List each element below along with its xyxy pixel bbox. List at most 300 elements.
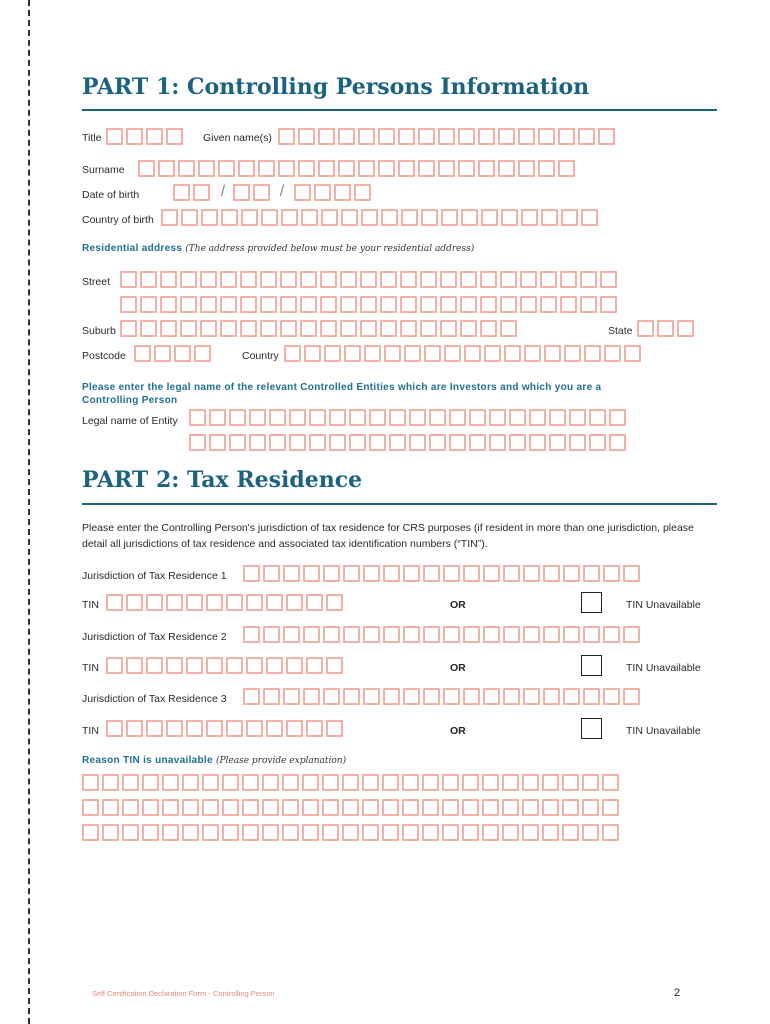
char-box[interactable] xyxy=(140,296,157,313)
char-box[interactable] xyxy=(289,434,306,451)
char-box[interactable] xyxy=(262,799,279,816)
char-box[interactable] xyxy=(180,271,197,288)
char-box[interactable] xyxy=(284,345,301,362)
char-box[interactable] xyxy=(382,824,399,841)
char-box[interactable] xyxy=(480,320,497,337)
char-box[interactable] xyxy=(282,799,299,816)
char-box[interactable] xyxy=(529,434,546,451)
char-box[interactable] xyxy=(246,594,263,611)
char-box[interactable] xyxy=(246,657,263,674)
char-box[interactable] xyxy=(382,799,399,816)
char-box[interactable] xyxy=(520,271,537,288)
title-input[interactable] xyxy=(106,128,183,145)
char-box[interactable] xyxy=(262,774,279,791)
char-box[interactable] xyxy=(523,565,540,582)
char-box[interactable] xyxy=(146,594,163,611)
char-box[interactable] xyxy=(182,774,199,791)
char-box[interactable] xyxy=(142,774,159,791)
char-box[interactable] xyxy=(283,688,300,705)
tin-1-unavailable-checkbox[interactable] xyxy=(581,592,602,613)
char-box[interactable] xyxy=(589,409,606,426)
char-box[interactable] xyxy=(483,688,500,705)
char-box[interactable] xyxy=(229,434,246,451)
char-box[interactable] xyxy=(522,824,539,841)
char-box[interactable] xyxy=(142,799,159,816)
char-box[interactable] xyxy=(502,774,519,791)
char-box[interactable] xyxy=(362,799,379,816)
char-box[interactable] xyxy=(463,626,480,643)
char-box[interactable] xyxy=(334,184,351,201)
street-input-line2[interactable] xyxy=(120,296,617,313)
char-box[interactable] xyxy=(442,799,459,816)
char-box[interactable] xyxy=(294,184,311,201)
char-box[interactable] xyxy=(338,160,355,177)
char-box[interactable] xyxy=(218,160,235,177)
char-box[interactable] xyxy=(364,345,381,362)
char-box[interactable] xyxy=(402,799,419,816)
char-box[interactable] xyxy=(160,320,177,337)
char-box[interactable] xyxy=(418,128,435,145)
char-box[interactable] xyxy=(263,688,280,705)
char-box[interactable] xyxy=(438,128,455,145)
char-box[interactable] xyxy=(281,209,298,226)
char-box[interactable] xyxy=(193,184,210,201)
char-box[interactable] xyxy=(226,657,243,674)
char-box[interactable] xyxy=(604,345,621,362)
char-box[interactable] xyxy=(162,824,179,841)
char-box[interactable] xyxy=(340,271,357,288)
char-box[interactable] xyxy=(138,160,155,177)
char-box[interactable] xyxy=(120,271,137,288)
char-box[interactable] xyxy=(480,296,497,313)
char-box[interactable] xyxy=(400,271,417,288)
char-box[interactable] xyxy=(563,626,580,643)
char-box[interactable] xyxy=(322,799,339,816)
char-box[interactable] xyxy=(349,409,366,426)
char-box[interactable] xyxy=(380,296,397,313)
char-box[interactable] xyxy=(440,296,457,313)
char-box[interactable] xyxy=(677,320,694,337)
char-box[interactable] xyxy=(623,565,640,582)
char-box[interactable] xyxy=(561,209,578,226)
char-box[interactable] xyxy=(584,345,601,362)
char-box[interactable] xyxy=(363,626,380,643)
char-box[interactable] xyxy=(509,434,526,451)
char-box[interactable] xyxy=(309,434,326,451)
char-box[interactable] xyxy=(562,774,579,791)
char-box[interactable] xyxy=(582,774,599,791)
char-box[interactable] xyxy=(500,271,517,288)
char-box[interactable] xyxy=(498,128,515,145)
char-box[interactable] xyxy=(489,409,506,426)
char-box[interactable] xyxy=(421,209,438,226)
char-box[interactable] xyxy=(174,345,191,362)
char-box[interactable] xyxy=(206,657,223,674)
char-box[interactable] xyxy=(318,160,335,177)
char-box[interactable] xyxy=(303,688,320,705)
surname-input[interactable] xyxy=(138,160,575,177)
char-box[interactable] xyxy=(263,626,280,643)
char-box[interactable] xyxy=(340,296,357,313)
char-box[interactable] xyxy=(623,688,640,705)
char-box[interactable] xyxy=(502,824,519,841)
jurisdiction-3-input[interactable] xyxy=(243,688,640,705)
char-box[interactable] xyxy=(240,320,257,337)
char-box[interactable] xyxy=(122,774,139,791)
char-box[interactable] xyxy=(140,320,157,337)
char-box[interactable] xyxy=(398,128,415,145)
char-box[interactable] xyxy=(580,296,597,313)
char-box[interactable] xyxy=(220,296,237,313)
dob-year-input[interactable] xyxy=(294,184,371,201)
char-box[interactable] xyxy=(166,720,183,737)
char-box[interactable] xyxy=(341,209,358,226)
char-box[interactable] xyxy=(503,688,520,705)
char-box[interactable] xyxy=(243,565,260,582)
char-box[interactable] xyxy=(283,565,300,582)
char-box[interactable] xyxy=(463,688,480,705)
char-box[interactable] xyxy=(523,626,540,643)
char-box[interactable] xyxy=(401,209,418,226)
char-box[interactable] xyxy=(354,184,371,201)
char-box[interactable] xyxy=(442,824,459,841)
char-box[interactable] xyxy=(342,774,359,791)
char-box[interactable] xyxy=(320,296,337,313)
dob-day-input[interactable] xyxy=(173,184,210,201)
char-box[interactable] xyxy=(286,594,303,611)
char-box[interactable] xyxy=(461,209,478,226)
char-box[interactable] xyxy=(166,657,183,674)
jurisdiction-1-input[interactable] xyxy=(243,565,640,582)
char-box[interactable] xyxy=(298,160,315,177)
char-box[interactable] xyxy=(458,160,475,177)
char-box[interactable] xyxy=(444,345,461,362)
char-box[interactable] xyxy=(146,657,163,674)
char-box[interactable] xyxy=(209,409,226,426)
char-box[interactable] xyxy=(226,720,243,737)
char-box[interactable] xyxy=(583,565,600,582)
char-box[interactable] xyxy=(449,409,466,426)
char-box[interactable] xyxy=(381,209,398,226)
char-box[interactable] xyxy=(420,296,437,313)
char-box[interactable] xyxy=(360,296,377,313)
char-box[interactable] xyxy=(464,345,481,362)
char-box[interactable] xyxy=(443,626,460,643)
char-box[interactable] xyxy=(180,296,197,313)
char-box[interactable] xyxy=(583,626,600,643)
char-box[interactable] xyxy=(542,824,559,841)
char-box[interactable] xyxy=(280,271,297,288)
char-box[interactable] xyxy=(242,774,259,791)
postcode-input[interactable] xyxy=(134,345,211,362)
char-box[interactable] xyxy=(304,345,321,362)
char-box[interactable] xyxy=(322,774,339,791)
char-box[interactable] xyxy=(102,774,119,791)
tin-1-input[interactable] xyxy=(106,594,343,611)
char-box[interactable] xyxy=(543,565,560,582)
char-box[interactable] xyxy=(360,271,377,288)
char-box[interactable] xyxy=(443,688,460,705)
char-box[interactable] xyxy=(478,160,495,177)
char-box[interactable] xyxy=(238,160,255,177)
country-input[interactable] xyxy=(284,345,641,362)
char-box[interactable] xyxy=(502,799,519,816)
char-box[interactable] xyxy=(402,824,419,841)
char-box[interactable] xyxy=(543,688,560,705)
char-box[interactable] xyxy=(440,271,457,288)
char-box[interactable] xyxy=(624,345,641,362)
char-box[interactable] xyxy=(338,128,355,145)
char-box[interactable] xyxy=(602,774,619,791)
char-box[interactable] xyxy=(106,720,123,737)
char-box[interactable] xyxy=(220,320,237,337)
tin-2-input[interactable] xyxy=(106,657,343,674)
char-box[interactable] xyxy=(541,209,558,226)
char-box[interactable] xyxy=(543,626,560,643)
char-box[interactable] xyxy=(126,657,143,674)
char-box[interactable] xyxy=(249,409,266,426)
char-box[interactable] xyxy=(243,626,260,643)
char-box[interactable] xyxy=(522,799,539,816)
char-box[interactable] xyxy=(458,128,475,145)
char-box[interactable] xyxy=(349,434,366,451)
char-box[interactable] xyxy=(206,594,223,611)
char-box[interactable] xyxy=(609,434,626,451)
char-box[interactable] xyxy=(522,774,539,791)
char-box[interactable] xyxy=(523,688,540,705)
char-box[interactable] xyxy=(657,320,674,337)
char-box[interactable] xyxy=(429,434,446,451)
char-box[interactable] xyxy=(102,799,119,816)
char-box[interactable] xyxy=(483,565,500,582)
char-box[interactable] xyxy=(283,626,300,643)
jurisdiction-2-input[interactable] xyxy=(243,626,640,643)
char-box[interactable] xyxy=(518,128,535,145)
char-box[interactable] xyxy=(166,128,183,145)
char-box[interactable] xyxy=(602,824,619,841)
given-names-input[interactable] xyxy=(278,128,615,145)
char-box[interactable] xyxy=(524,345,541,362)
char-box[interactable] xyxy=(429,409,446,426)
char-box[interactable] xyxy=(186,657,203,674)
char-box[interactable] xyxy=(581,209,598,226)
street-input-line1[interactable] xyxy=(120,271,617,288)
char-box[interactable] xyxy=(583,688,600,705)
suburb-input[interactable] xyxy=(120,320,517,337)
char-box[interactable] xyxy=(482,799,499,816)
char-box[interactable] xyxy=(540,271,557,288)
char-box[interactable] xyxy=(598,128,615,145)
char-box[interactable] xyxy=(186,720,203,737)
char-box[interactable] xyxy=(269,409,286,426)
char-box[interactable] xyxy=(300,296,317,313)
char-box[interactable] xyxy=(160,271,177,288)
char-box[interactable] xyxy=(303,565,320,582)
char-box[interactable] xyxy=(578,128,595,145)
char-box[interactable] xyxy=(482,774,499,791)
char-box[interactable] xyxy=(609,409,626,426)
char-box[interactable] xyxy=(483,626,500,643)
char-box[interactable] xyxy=(481,209,498,226)
char-box[interactable] xyxy=(314,184,331,201)
char-box[interactable] xyxy=(460,271,477,288)
char-box[interactable] xyxy=(363,688,380,705)
char-box[interactable] xyxy=(538,128,555,145)
char-box[interactable] xyxy=(489,434,506,451)
char-box[interactable] xyxy=(186,594,203,611)
char-box[interactable] xyxy=(140,271,157,288)
char-box[interactable] xyxy=(278,128,295,145)
char-box[interactable] xyxy=(462,824,479,841)
char-box[interactable] xyxy=(358,160,375,177)
char-box[interactable] xyxy=(120,320,137,337)
char-box[interactable] xyxy=(520,296,537,313)
char-box[interactable] xyxy=(342,799,359,816)
char-box[interactable] xyxy=(344,345,361,362)
char-box[interactable] xyxy=(246,720,263,737)
char-box[interactable] xyxy=(201,209,218,226)
char-box[interactable] xyxy=(200,296,217,313)
char-box[interactable] xyxy=(383,565,400,582)
state-input[interactable] xyxy=(637,320,694,337)
char-box[interactable] xyxy=(160,296,177,313)
char-box[interactable] xyxy=(154,345,171,362)
legal-name-entity-input-line1[interactable] xyxy=(189,409,626,426)
char-box[interactable] xyxy=(383,688,400,705)
char-box[interactable] xyxy=(286,720,303,737)
char-box[interactable] xyxy=(418,160,435,177)
char-box[interactable] xyxy=(602,799,619,816)
char-box[interactable] xyxy=(306,657,323,674)
char-box[interactable] xyxy=(423,565,440,582)
char-box[interactable] xyxy=(340,320,357,337)
char-box[interactable] xyxy=(382,774,399,791)
char-box[interactable] xyxy=(226,594,243,611)
char-box[interactable] xyxy=(323,626,340,643)
char-box[interactable] xyxy=(181,209,198,226)
char-box[interactable] xyxy=(469,434,486,451)
char-box[interactable] xyxy=(603,688,620,705)
char-box[interactable] xyxy=(321,209,338,226)
char-box[interactable] xyxy=(320,271,337,288)
char-box[interactable] xyxy=(378,128,395,145)
char-box[interactable] xyxy=(518,160,535,177)
char-box[interactable] xyxy=(343,688,360,705)
char-box[interactable] xyxy=(300,271,317,288)
char-box[interactable] xyxy=(462,774,479,791)
char-box[interactable] xyxy=(442,774,459,791)
char-box[interactable] xyxy=(582,799,599,816)
char-box[interactable] xyxy=(509,409,526,426)
char-box[interactable] xyxy=(562,824,579,841)
char-box[interactable] xyxy=(589,434,606,451)
char-box[interactable] xyxy=(178,160,195,177)
char-box[interactable] xyxy=(323,565,340,582)
char-box[interactable] xyxy=(469,409,486,426)
char-box[interactable] xyxy=(582,824,599,841)
char-box[interactable] xyxy=(200,271,217,288)
char-box[interactable] xyxy=(389,409,406,426)
char-box[interactable] xyxy=(460,296,477,313)
char-box[interactable] xyxy=(220,271,237,288)
char-box[interactable] xyxy=(189,409,206,426)
char-box[interactable] xyxy=(569,409,586,426)
char-box[interactable] xyxy=(306,720,323,737)
char-box[interactable] xyxy=(460,320,477,337)
char-box[interactable] xyxy=(278,160,295,177)
char-box[interactable] xyxy=(240,271,257,288)
char-box[interactable] xyxy=(441,209,458,226)
char-box[interactable] xyxy=(266,657,283,674)
char-box[interactable] xyxy=(560,296,577,313)
char-box[interactable] xyxy=(462,799,479,816)
char-box[interactable] xyxy=(383,626,400,643)
char-box[interactable] xyxy=(449,434,466,451)
char-box[interactable] xyxy=(282,824,299,841)
char-box[interactable] xyxy=(542,774,559,791)
char-box[interactable] xyxy=(361,209,378,226)
char-box[interactable] xyxy=(261,209,278,226)
char-box[interactable] xyxy=(102,824,119,841)
char-box[interactable] xyxy=(306,594,323,611)
char-box[interactable] xyxy=(603,565,620,582)
char-box[interactable] xyxy=(162,799,179,816)
char-box[interactable] xyxy=(106,128,123,145)
char-box[interactable] xyxy=(343,626,360,643)
char-box[interactable] xyxy=(221,209,238,226)
char-box[interactable] xyxy=(478,128,495,145)
char-box[interactable] xyxy=(538,160,555,177)
char-box[interactable] xyxy=(422,799,439,816)
char-box[interactable] xyxy=(202,799,219,816)
char-box[interactable] xyxy=(126,720,143,737)
char-box[interactable] xyxy=(362,824,379,841)
char-box[interactable] xyxy=(637,320,654,337)
char-box[interactable] xyxy=(158,160,175,177)
char-box[interactable] xyxy=(122,799,139,816)
char-box[interactable] xyxy=(362,774,379,791)
char-box[interactable] xyxy=(463,565,480,582)
char-box[interactable] xyxy=(560,271,577,288)
char-box[interactable] xyxy=(322,824,339,841)
char-box[interactable] xyxy=(329,409,346,426)
reason-input-line2[interactable] xyxy=(82,799,619,816)
char-box[interactable] xyxy=(280,296,297,313)
char-box[interactable] xyxy=(241,209,258,226)
char-box[interactable] xyxy=(320,320,337,337)
char-box[interactable] xyxy=(258,160,275,177)
char-box[interactable] xyxy=(82,774,99,791)
char-box[interactable] xyxy=(326,594,343,611)
char-box[interactable] xyxy=(302,824,319,841)
char-box[interactable] xyxy=(564,345,581,362)
reason-input-line3[interactable] xyxy=(82,824,619,841)
char-box[interactable] xyxy=(323,688,340,705)
char-box[interactable] xyxy=(82,799,99,816)
tin-3-unavailable-checkbox[interactable] xyxy=(581,718,602,739)
char-box[interactable] xyxy=(122,824,139,841)
char-box[interactable] xyxy=(326,720,343,737)
char-box[interactable] xyxy=(82,824,99,841)
char-box[interactable] xyxy=(146,128,163,145)
char-box[interactable] xyxy=(269,434,286,451)
char-box[interactable] xyxy=(558,128,575,145)
dob-month-input[interactable] xyxy=(233,184,270,201)
char-box[interactable] xyxy=(623,626,640,643)
char-box[interactable] xyxy=(280,320,297,337)
char-box[interactable] xyxy=(126,128,143,145)
char-box[interactable] xyxy=(126,594,143,611)
